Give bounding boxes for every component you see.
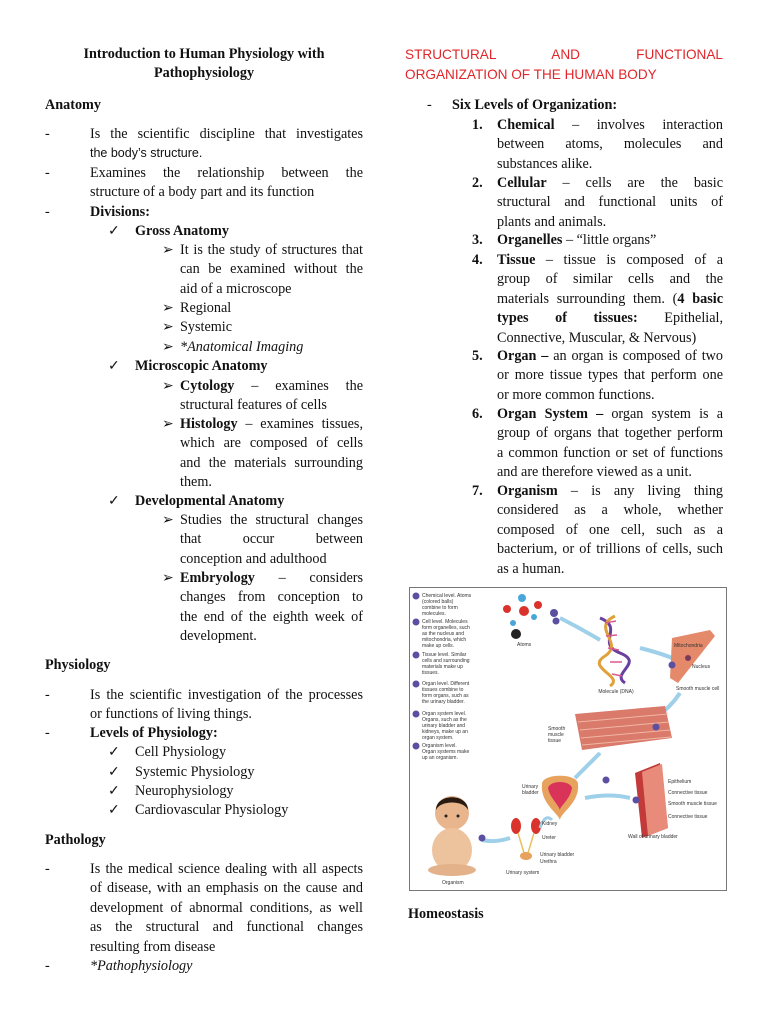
anatomy-def-2: Examines the relationship between the structure of a body part and its function (90, 165, 363, 201)
gross-anatomy-def: It is the study of structures that can be examined without the aid of a microscope (180, 242, 363, 297)
check-icon: ✓ (108, 358, 120, 374)
check-icon: ✓ (108, 802, 120, 818)
histology-item: Histology – examines tissues, which are composed of cells and the materials surrounding them. (180, 416, 363, 491)
homeostasis-heading: Homeostasis (408, 906, 484, 922)
arrow-bullet-icon: ➢ (162, 378, 174, 394)
label-mitochondria: Mitochondria (674, 643, 703, 649)
level-item: Cardiovascular Physiology (135, 802, 289, 818)
arrow-bullet-icon: ➢ (162, 242, 174, 258)
six-levels-label: Six Levels of Organization: (452, 97, 618, 113)
arrow-bullet-icon: ➢ (162, 319, 174, 335)
dna-graphic (599, 616, 629, 686)
title-line-2: Pathophysiology (153, 65, 255, 82)
cytology-item: Cytology – examines the structural features of cells (180, 378, 363, 414)
label-molecule: Molecule (DNA) (598, 689, 634, 695)
regional-item: Regional (180, 300, 232, 316)
label-urinary-bladder-2: Urinary bladder (540, 852, 575, 858)
level-item: Cell Physiology (135, 744, 227, 760)
caption-cell: Cell level. Molecules form organelles, such as the nucleus and mitochondria, which make up cells. (422, 619, 470, 649)
systemic-item: Systemic (180, 319, 233, 335)
level-item: Neurophysiology (135, 783, 234, 799)
check-icon: ✓ (108, 744, 120, 760)
label-smooth-muscle-tissue: Smooth muscle tissue (548, 726, 566, 744)
embryology-item: Embryology – considers changes from conception to the end of the eighth week of development. (180, 570, 363, 645)
title-line-1: Introduction to Human Physiology with (83, 46, 325, 62)
level-chemical: Chemical – involves interaction between atoms, molecules and substances alike. (497, 117, 723, 172)
levels-of-organization-figure (409, 587, 727, 891)
label-organism: Organism (442, 880, 464, 886)
right-section-title: STRUCTURAL AND FUNCTIONAL ORGANIZATION OF THE HUMAN BODY (405, 47, 723, 82)
label-kidney: Kidney (542, 821, 558, 827)
level-tissue: Tissue – tissue is composed of a group of similar cells and the materials surrounding them. (4 basic types of tissues: Epithelial, Connective, Muscular, & Nervous) (497, 252, 723, 346)
physiology-heading: Physiology (45, 657, 111, 673)
level-organ-system: Organ System – organ system is a group of organs that together perform a common function or set of functions and are therefore viewed as a unit. (497, 406, 724, 481)
level-organism: Organism – is any living thing considered as a whole, whether composed of one cell, such as a bacterium, or of trillions of cells, such as a human. (497, 483, 724, 577)
label-ureter: Ureter (542, 835, 556, 841)
microscopic-anatomy-label: Microscopic Anatomy (135, 358, 268, 374)
check-icon: ✓ (108, 783, 120, 799)
caption-organ: Organ level. Different tissues combine to form organs, such as the urinary bladder. (422, 681, 470, 705)
level-cellular: Cellular – cells are the basic structural and functional units of plants and animals. (497, 175, 723, 230)
pathology-heading: Pathology (45, 832, 106, 848)
anatomy-heading: Anatomy (45, 97, 101, 113)
list-number: 2. (472, 175, 483, 191)
arrow-bullet-icon: ➢ (162, 416, 174, 432)
divisions-label: Divisions: (90, 204, 150, 220)
caption-chemical: Chemical level. Atoms (colored balls) combine to form molecules. (422, 593, 472, 617)
level-organelles: Organelles – “little organs” (497, 232, 657, 248)
check-icon: ✓ (108, 223, 120, 239)
label-nucleus: Nucleus (692, 664, 711, 670)
caption-organism: Organism level. Organ systems make up an organism. (422, 743, 470, 761)
muscle-cell-graphic (670, 630, 715, 683)
check-icon: ✓ (108, 764, 120, 780)
pathophysiology-item: *Pathophysiology (90, 958, 193, 974)
arrow-bullet-icon: ➢ (162, 570, 174, 586)
developmental-anatomy-label: Developmental Anatomy (135, 493, 285, 509)
list-number: 4. (472, 252, 483, 268)
label-smooth-muscle: Smooth muscle tissue (668, 801, 717, 807)
caption-organ-system: Organ system level. Organs, such as the urinary bladder and kidneys, make up an organ system. (422, 711, 468, 741)
list-number: 5. (472, 348, 483, 364)
document-title (45, 45, 363, 84)
anatomy-def-1: Is the scientific discipline that investigates the body’s structure. (90, 126, 363, 161)
physiology-def: Is the scientific investigation of the processes or functions of living things. (90, 687, 363, 723)
list-number: 7. (472, 483, 483, 499)
arrow-bullet-icon: ➢ (162, 512, 174, 528)
developmental-def: Studies the structural changes that occur between conception and adulthood (180, 512, 363, 567)
arrow-bullet-icon: ➢ (162, 339, 174, 355)
gross-anatomy-label: Gross Anatomy (135, 223, 229, 239)
list-number: 1. (472, 117, 483, 133)
list-number: 6. (472, 406, 483, 422)
pathology-def: Is the medical science dealing with all aspects of disease, with an emphasis on the cause and development of abnormal conditions, as well as the structural and functional changes resulting from disease (90, 861, 363, 955)
level-item: Systemic Physiology (135, 764, 255, 780)
label-connective-tissue-2: Connective tissue (668, 814, 708, 820)
atoms-graphic (503, 594, 558, 639)
check-icon: ✓ (108, 493, 120, 509)
anatomical-imaging-item: *Anatomical Imaging (180, 339, 304, 355)
label-smooth-muscle-cell: Smooth muscle cell (676, 686, 720, 692)
label-wall-of-bladder: Wall of urinary bladder (628, 834, 678, 840)
organism-baby-graphic (428, 796, 476, 876)
levels-of-physiology-label: Levels of Physiology: (90, 725, 218, 741)
level-organ: Organ – an organ is composed of two or more tissue types that perform one or more common functions. (497, 348, 723, 403)
label-epithelium: Epithelium (668, 779, 692, 785)
label-urethra: Urethra (540, 859, 557, 865)
label-urinary-bladder: Urinary bladder (522, 784, 539, 796)
label-atoms: Atoms (517, 642, 532, 648)
label-connective-tissue-1: Connective tissue (668, 790, 708, 796)
arrow-bullet-icon: ➢ (162, 300, 174, 316)
urinary-system-graphic (511, 818, 541, 860)
caption-tissue: Tissue level. Similar cells and surrounding materials make up tissues. (422, 652, 470, 676)
label-urinary-system: Urinary system (506, 870, 540, 876)
list-number: 3. (472, 232, 483, 248)
